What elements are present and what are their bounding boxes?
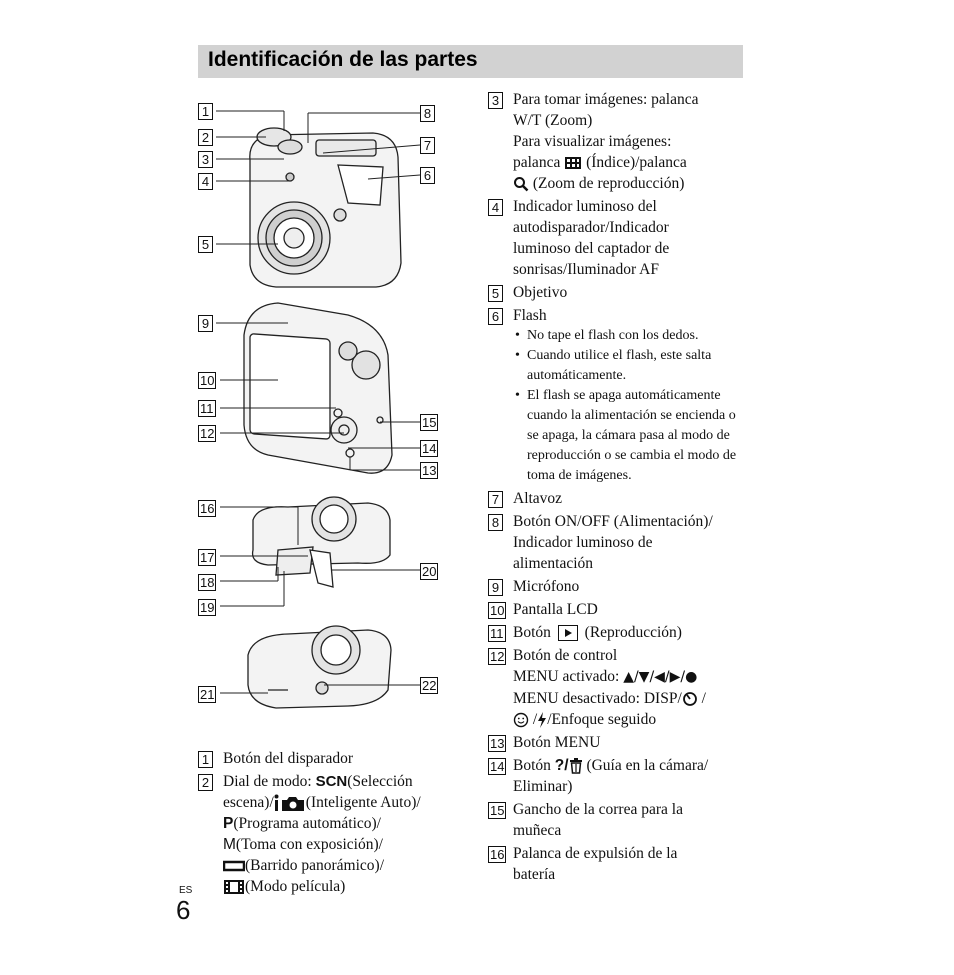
left-parts-list bbox=[198, 748, 458, 897]
page-number: 6 bbox=[176, 895, 191, 925]
part-item-3: 3 Para tomar imágenes: palanca W/T (Zoom) Para visualizar imágenes: palanca (Índice)/palanca (Zoom de reproducción) bbox=[488, 89, 750, 194]
playback-icon bbox=[558, 625, 578, 641]
control-arrows-icon: ▲/▼/◀/▶/● bbox=[623, 669, 698, 685]
flash-icon bbox=[537, 712, 547, 728]
leader-lines-front bbox=[198, 95, 448, 295]
part-item-5: 5 Objetivo bbox=[488, 282, 750, 303]
part-item-6: 6 Flash • No tape el flash con los dedos. • Cuando utilice el flash, este salta automáticamente. • El flash se apaga automáticamente cuando la alimentación se encienda o se apaga, la cámara pasa al modo de reproducción o se cambia el modo de toma de imágenes. bbox=[488, 305, 750, 486]
index-icon bbox=[564, 156, 582, 170]
trash-icon bbox=[569, 758, 583, 774]
part-item-2: 2 Dial de modo: SCN(Selección escena)/ (Inteligente Auto)/ P(Programa automático)/ M(Toma con exposición)/ (Barrido panorámico)/ (Modo película) bbox=[198, 771, 458, 897]
callout-13: 13 bbox=[422, 463, 437, 478]
part-item-16: 16 Palanca de expulsión de la batería bbox=[490, 845, 678, 883]
flash-note: • No tape el flash con los dedos. bbox=[513, 326, 750, 346]
part-item-13: 13 Botón MENU bbox=[490, 734, 601, 751]
callout-4: 4 bbox=[198, 173, 213, 191]
flash-note: • Cuando utilice el flash, este salta automáticamente. bbox=[513, 346, 750, 386]
page-language: ES bbox=[179, 885, 193, 896]
camera-bottom-illustration bbox=[198, 620, 448, 715]
flash-note: • El flash se apaga automáticamente cuando la alimentación se encienda o se apaga, la cámara pasa al modo de reproducción o se cambia el modo de toma de imágenes. bbox=[513, 386, 750, 486]
part-item-4: 4 Indicador luminoso del autodisparador/Indicador luminoso del captador de sonrisas/Iluminador AF bbox=[488, 196, 750, 280]
page-title: Identificación de las partes bbox=[208, 48, 478, 71]
callout-12: 12 bbox=[200, 426, 215, 441]
part-item-11: 11 Botón (Reproducción) bbox=[490, 624, 682, 641]
right-parts-list bbox=[488, 89, 750, 885]
part-item-9: 9 Micrófono bbox=[488, 576, 750, 597]
callout-11: 11 bbox=[200, 401, 214, 416]
flash-notes bbox=[513, 326, 750, 486]
program-auto-icon: P bbox=[223, 815, 234, 832]
scn-icon: SCN bbox=[315, 773, 348, 790]
movie-mode-icon bbox=[223, 879, 245, 895]
callout-15: 15 bbox=[422, 415, 437, 430]
zoom-playback-icon bbox=[513, 176, 529, 192]
smile-shutter-icon bbox=[513, 712, 529, 728]
callout-21: 21 bbox=[200, 687, 215, 702]
leader-lines-back bbox=[198, 295, 448, 485]
leader-lines-battery bbox=[198, 495, 448, 620]
intelligent-auto-icon bbox=[274, 794, 306, 812]
callout-10: 10 bbox=[200, 373, 215, 388]
manual-exposure-icon: M bbox=[223, 836, 236, 853]
callout-5: 5 bbox=[198, 236, 213, 254]
callout-8: 8 bbox=[420, 105, 435, 123]
callout-2: 2 bbox=[198, 129, 213, 147]
callout-1: 1 bbox=[198, 103, 213, 121]
part-item-12: 12 Botón de control MENU activado: ▲/▼/◀/▶/● MENU desactivado: DISP/ / / /Enfoque seguido bbox=[490, 647, 706, 728]
part-item-15: 15 Gancho de la correa para la muñeca bbox=[490, 801, 683, 839]
callout-20: 20 bbox=[422, 564, 437, 579]
callout-16: 16 bbox=[200, 501, 215, 516]
callout-6: 6 bbox=[420, 167, 435, 185]
callout-3: 3 bbox=[198, 151, 213, 169]
sweep-panorama-icon bbox=[223, 859, 245, 873]
callout-18: 18 bbox=[200, 575, 215, 590]
part-item-1: 1 Botón del disparador bbox=[198, 748, 458, 769]
callout-14: 14 bbox=[422, 441, 437, 456]
callout-22: 22 bbox=[422, 678, 437, 693]
part-item-7: 7 Altavoz bbox=[488, 488, 750, 509]
callout-19: 19 bbox=[200, 600, 215, 615]
part-item-10: 10 Pantalla LCD bbox=[490, 601, 598, 618]
help-guide-icon: ?/ bbox=[554, 757, 569, 774]
self-timer-icon bbox=[682, 691, 698, 707]
callout-7: 7 bbox=[420, 137, 435, 155]
part-item-14: 14 Botón ?/ (Guía en la cámara/ Eliminar) bbox=[490, 757, 709, 795]
part-item-8: 8 Botón ON/OFF (Alimentación)/ Indicador luminoso de alimentación bbox=[488, 511, 750, 574]
callout-17: 17 bbox=[200, 550, 215, 565]
callout-9: 9 bbox=[198, 315, 213, 333]
section-title-bar bbox=[198, 45, 743, 78]
